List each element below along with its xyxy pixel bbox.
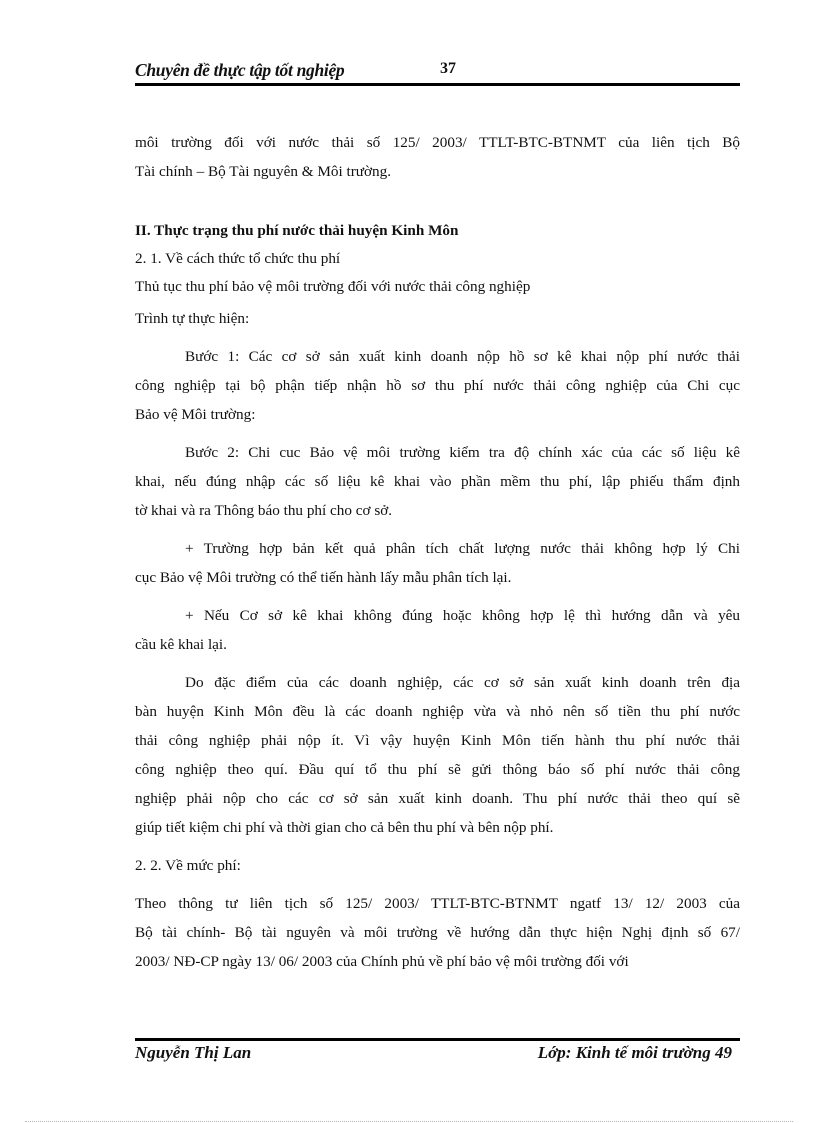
body-line: nghiệp phải nộp cho các cơ sở sản xuất kinh doanh. Thu phí nước thải theo quí sẽ	[135, 790, 740, 807]
section-heading: II. Thực trạng thu phí nước thải huyện Kinh Môn	[135, 222, 459, 239]
paragraph-explanation	[135, 668, 740, 842]
paragraph-step-2	[135, 438, 740, 525]
body-line: + Trường hợp bản kết quả phân tích chất lượng nước thải không hợp lý Chi	[185, 540, 740, 557]
body-line: cục Bảo vệ Môi trường có thể tiến hành lấy mẫu phân tích lại.	[135, 569, 512, 586]
subsection-heading: 2. 1. Về cách thức tổ chức thu phí	[135, 250, 341, 267]
body-line: khai, nếu đúng nhập các số liệu kê khai vào phần mềm thu phí, lập phiếu thẩm định	[135, 473, 740, 490]
body-line: Bước 1: Các cơ sở sản xuất kinh doanh nộp hồ sơ kê khai nộp phí nước thải	[185, 348, 740, 365]
body-line: Do đặc điểm của các doanh nghiệp, các cơ sở sản xuất kinh doanh trên địa	[185, 674, 740, 691]
class-name: Lớp: Kinh tế môi trường 49	[537, 1043, 732, 1062]
body-line: + Nếu Cơ sở kê khai không đúng hoặc không hợp lệ thì hướng dẫn và yêu	[185, 607, 740, 624]
body-line: thải công nghiệp phải nộp ít. Vì vậy huyện Kinh Môn tiến hành thu phí nước thải	[135, 732, 740, 749]
paragraph-fee	[135, 889, 740, 976]
body-line: công nghiệp tại bộ phận tiếp nhận hồ sơ thu phí nước thải công nghiệp của Chi cục	[135, 377, 740, 394]
page-number: 37	[440, 60, 456, 77]
footer-rule	[135, 1038, 740, 1041]
body-line: Bước 2: Chi cuc Bảo vệ môi trường kiểm tra độ chính xác của các số liệu kê	[185, 444, 740, 461]
body-line: môi trường đối với nước thải số 125/ 2003/ TTLT-BTC-BTNMT của liên tịch Bộ	[135, 134, 740, 151]
body-line: bàn huyện Kinh Môn đều là các doanh nghiệp vừa và nhỏ nên số tiền thu phí nước	[135, 703, 740, 720]
page-boundary-dotted-line	[25, 1121, 793, 1122]
subsection-heading: 2. 2. Về mức phí:	[135, 857, 241, 874]
body-line: Bảo vệ Môi trường:	[135, 406, 256, 423]
paragraph-case-2	[135, 601, 740, 659]
paragraph-case-1	[135, 534, 740, 592]
body-line: 2003/ NĐ-CP ngày 13/ 06/ 2003 của Chính phủ về phí bảo vệ môi trường đối với	[135, 953, 629, 970]
body-line: công nghiệp theo quí. Đầu quí tổ thu phí sẽ gửi thông báo số phí nước thải công	[135, 761, 740, 778]
paragraph-step-1	[135, 342, 740, 429]
body-line: tờ khai và ra Thông báo thu phí cho cơ sở.	[135, 502, 393, 519]
body-line: Theo thông tư liên tịch số 125/ 2003/ TTLT-BTC-BTNMT ngatf 13/ 12/ 2003 của	[135, 895, 740, 912]
author-name: Nguyễn Thị Lan	[135, 1043, 252, 1062]
page-footer	[135, 1043, 740, 1067]
body-line: Bộ tài chính- Bộ tài nguyên và môi trường về hướng dẫn thực hiện Nghị định số 67/	[135, 924, 740, 941]
sequence-label: Trình tự thực hiện:	[135, 310, 250, 327]
header-rule	[135, 83, 740, 86]
body-line: cầu kê khai lại.	[135, 636, 227, 653]
page-body	[135, 128, 740, 976]
body-line: Tài chính – Bộ Tài nguyên & Môi trường.	[135, 163, 391, 180]
body-line: giúp tiết kiệm chi phí và thời gian cho cả bên thu phí và bên nộp phí.	[135, 819, 554, 836]
page-header	[135, 60, 740, 84]
document-title: Chuyên đề thực tập tốt nghiệp	[135, 60, 345, 80]
procedure-title: Thủ tục thu phí bảo vệ môi trường đối với nước thải công nghiệp	[135, 278, 531, 295]
